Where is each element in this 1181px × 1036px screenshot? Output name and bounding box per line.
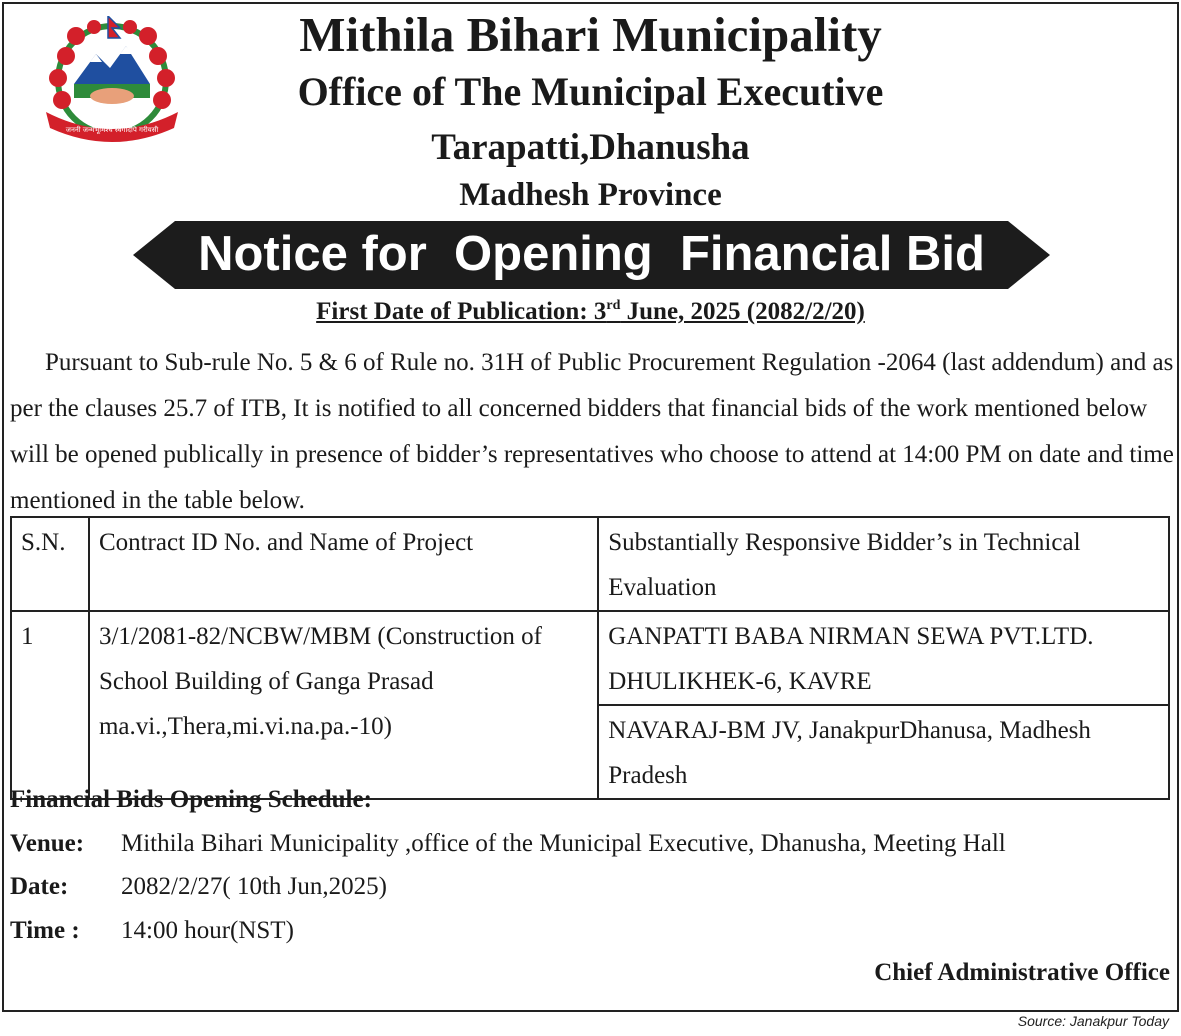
office-location: Tarapatti,Dhanusha	[431, 127, 750, 168]
venue-label: Venue:	[10, 830, 85, 857]
publication-date	[0, 298, 1181, 326]
header-sn: S.N.	[11, 517, 89, 611]
time-value: 14:00 hour(NST)	[121, 917, 294, 944]
publication-line	[316, 298, 865, 325]
municipality-name: Mithila Bihari Municipality	[299, 7, 882, 62]
source-credit: Source: Janakpur Today	[1017, 1013, 1169, 1029]
date-value: 2082/2/27( 10th Jun,2025)	[121, 873, 387, 900]
date-label: Date:	[10, 873, 69, 900]
cell-project: 3/1/2081-82/NCBW/MBM (Construction of School Building of Ganga Prasad ma.vi.,Thera,mi.vi.na.pa.-10)	[89, 611, 598, 799]
bidders-table	[10, 516, 1170, 800]
cell-bidder-1: GANPATTI BABA NIRMAN SEWA PVT.LTD. DHULIKHEK-6, KAVRE	[598, 611, 1169, 705]
svg-text:जननी जन्मभूमिश्च स्वर्गादपि गर: जननी जन्मभूमिश्च स्वर्गादपि गरीयसी	[65, 126, 159, 134]
header-project: Contract ID No. and Name of Project	[89, 517, 598, 611]
venue-value: Mithila Bihari Municipality ,office of the Municipal Executive, Dhanusha, Meeting Hall	[121, 830, 1006, 857]
notice-title-banner	[133, 221, 1050, 289]
province-name: Madhesh Province	[459, 177, 722, 213]
cell-sn: 1	[11, 611, 89, 799]
notice-title: Notice for Opening Financial Bid	[198, 227, 985, 281]
cell-bidder-2: NAVARAJ-BM JV, JanakpurDhanusa, Madhesh Pradesh	[598, 705, 1169, 799]
header-bidders: Substantially Responsive Bidder’s in Technical Evaluation	[598, 517, 1169, 611]
publication-label: First Date of Publication: 3	[316, 298, 607, 325]
schedule-title: Financial Bids Opening Schedule:	[10, 786, 372, 813]
notice-paragraph: Pursuant to Sub-rule No. 5 & 6 of Rule no. 31H of Public Procurement Regulation -2064 (last addendum) and as per the clauses 25.7 of ITB, It is notified to all concerned bidders that financial bids of the work mentioned below will be opened publically in presence of bidder’s representatives who choose to attend at 14:00 PM on date and time mentioned in the table below.	[10, 349, 1174, 514]
signoff: Chief Administrative Office	[874, 959, 1170, 986]
notice-body	[10, 340, 1175, 524]
office-name: Office of The Municipal Executive	[297, 69, 884, 114]
time-label: Time :	[10, 917, 80, 944]
publication-ordinal: rd	[606, 298, 621, 313]
table-header-row	[11, 517, 1169, 611]
table-row	[11, 611, 1169, 705]
publication-date-value: June, 2025 (2082/2/20)	[620, 298, 865, 325]
